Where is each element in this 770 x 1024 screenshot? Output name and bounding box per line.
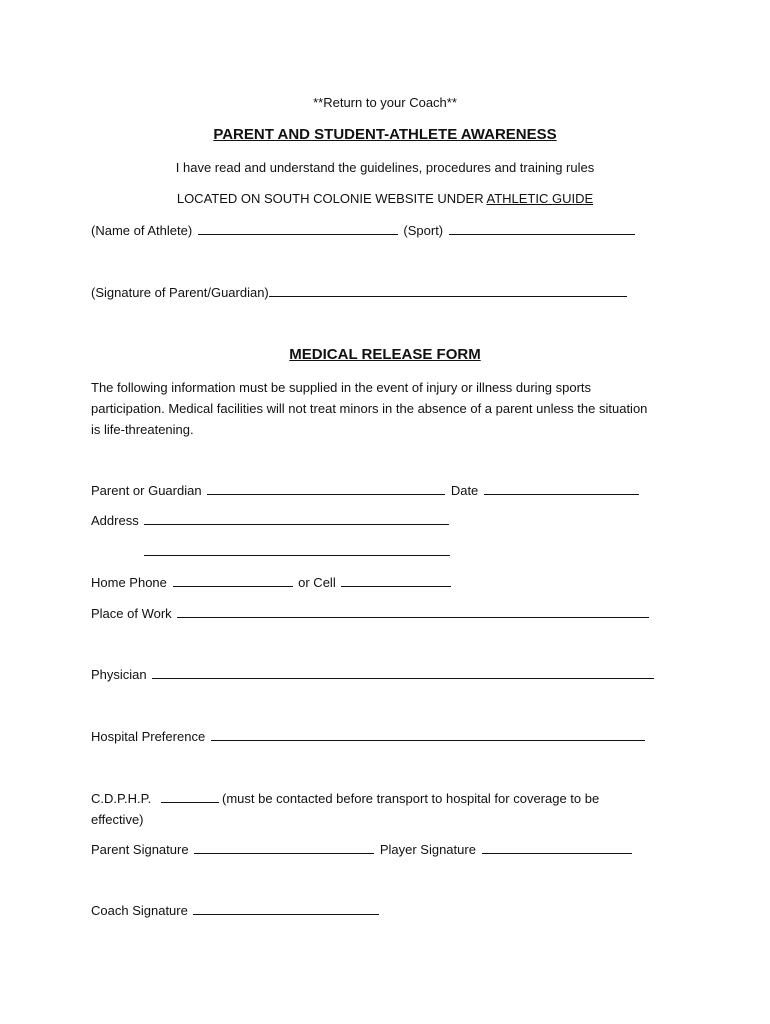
physician-label: Physician xyxy=(91,667,147,682)
phone-row xyxy=(91,573,453,592)
cell-field[interactable] xyxy=(341,573,451,587)
awareness-title: PARENT AND STUDENT-ATHLETE AWARENESS xyxy=(213,126,557,143)
signatures-row xyxy=(91,840,634,859)
cdphp-note: (must be contacted before transport to hospital for coverage to be effective) xyxy=(91,791,600,827)
player-signature-label: Player Signature xyxy=(379,842,476,857)
home-phone-field[interactable] xyxy=(173,573,293,587)
coach-signature-row xyxy=(91,901,381,920)
sport-label: (Sport) xyxy=(403,223,444,238)
read-understand-line: I have read and understand the guidelines, procedures and training rules xyxy=(175,160,595,175)
coach-signature-label: Coach Signature xyxy=(91,903,188,918)
address-label: Address xyxy=(91,513,139,528)
signature-parent-label: (Signature of Parent/Guardian) xyxy=(91,285,269,300)
address-field-line2[interactable] xyxy=(144,542,450,556)
name-of-athlete-label: (Name of Athlete) xyxy=(91,223,193,238)
hospital-row xyxy=(91,727,647,746)
athletic-guide-link[interactable]: ATHLETIC GUIDE xyxy=(486,191,594,206)
parent-signature-field[interactable] xyxy=(194,840,374,854)
place-of-work-row xyxy=(91,604,651,623)
parent-signature-label: Parent Signature xyxy=(91,842,189,857)
physician-field[interactable] xyxy=(152,665,654,679)
coach-signature-field[interactable] xyxy=(193,901,379,915)
parent-date-row xyxy=(91,481,641,500)
date-label: Date xyxy=(450,483,479,498)
located-prefix: LOCATED ON SOUTH COLONIE WEBSITE UNDER xyxy=(176,191,487,206)
cdphp-label: C.D.P.H.P. xyxy=(91,791,152,806)
or-cell-label: or Cell xyxy=(298,575,336,590)
athlete-sport-row xyxy=(91,221,637,240)
address-field-line1[interactable] xyxy=(144,511,449,525)
medical-release-title: MEDICAL RELEASE FORM xyxy=(289,346,481,363)
hospital-preference-label: Hospital Preference xyxy=(91,729,206,744)
home-phone-label: Home Phone xyxy=(91,575,167,590)
address-row xyxy=(91,511,451,530)
return-note: **Return to your Coach** xyxy=(313,95,457,110)
name-of-athlete-field[interactable] xyxy=(198,221,398,235)
parent-or-guardian-field[interactable] xyxy=(207,481,445,495)
place-of-work-field[interactable] xyxy=(177,604,649,618)
sport-field[interactable] xyxy=(449,221,635,235)
address-row-2 xyxy=(142,542,452,561)
parent-signature-row xyxy=(91,283,629,302)
hospital-preference-field[interactable] xyxy=(211,727,645,741)
date-field[interactable] xyxy=(484,481,639,495)
player-signature-field[interactable] xyxy=(482,840,632,854)
place-of-work-label: Place of Work xyxy=(91,606,172,621)
medical-intro: The following information must be supplied in the event of injury or illness during sports participation. Medical facilities will not treat minors in the absence of a parent unless the situation is life-threatening. xyxy=(91,380,648,437)
physician-row xyxy=(91,665,656,684)
parent-or-guardian-label: Parent or Guardian xyxy=(91,483,202,498)
signature-parent-field[interactable] xyxy=(269,283,627,297)
located-line xyxy=(0,190,770,208)
